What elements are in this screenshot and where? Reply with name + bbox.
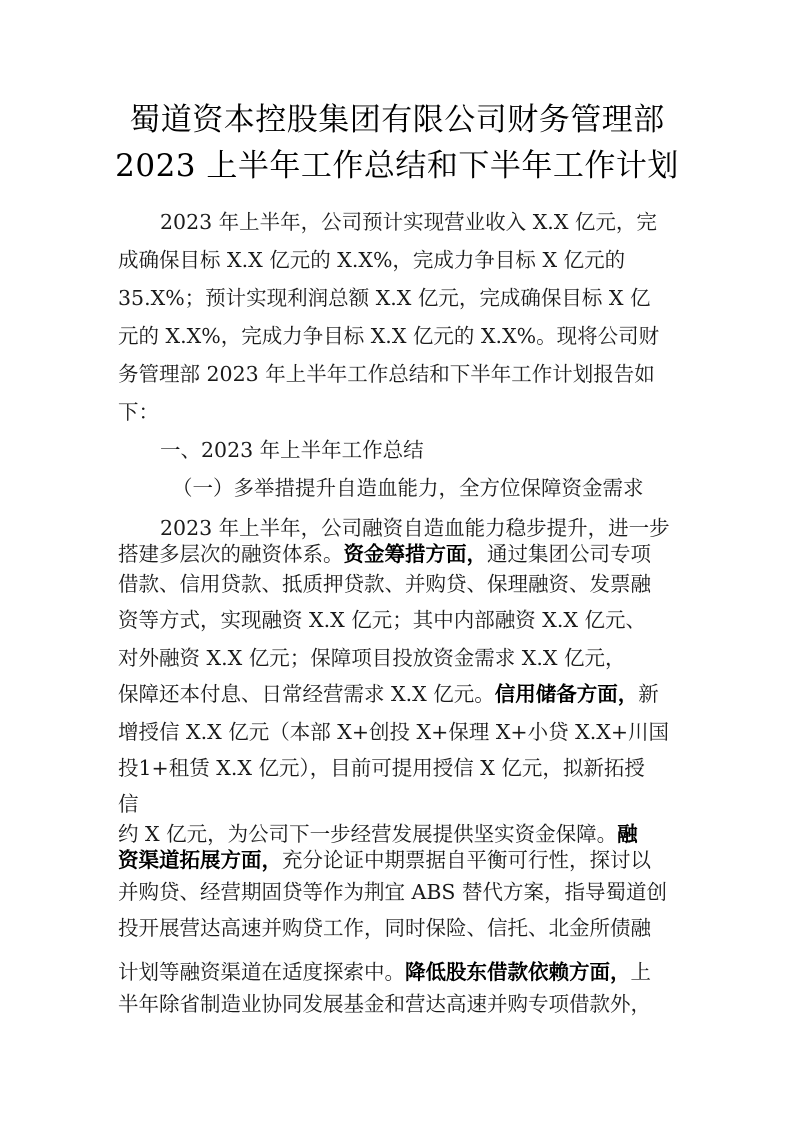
body-line-1: 2023 年上半年，公司融资自造血能力稳步提升，进一步 (160, 516, 670, 540)
body-line-7: 增授信 X.X 亿元（本部 X+创投 X+保理 X+小贷 X.X+川国 (118, 720, 669, 744)
body-line-6 (118, 680, 659, 708)
body-text: 计划等融资渠道在适度探索中。 (118, 960, 405, 984)
body-line-15: 半年除省制造业协同发展基金和营达高速并购专项借款外， (118, 992, 651, 1016)
body-text: 保障还本付息、日常经营需求 X.X 亿元。 (118, 682, 495, 706)
body-text: 上 (630, 960, 651, 984)
body-text: 新 (638, 682, 659, 706)
body-line-9: 信 (118, 792, 139, 816)
body-text: 充分论证中期票据自平衡可行性，探讨以 (282, 848, 651, 872)
body-line-2 (118, 540, 651, 568)
bold-heading-channel: 资渠道拓展方面， (118, 848, 282, 872)
section-heading: 一、2023 年上半年工作总结 (160, 438, 424, 462)
intro-line-3: 35.X%；预计实现利润总额 X.X 亿元，完成确保目标 X 亿 (118, 286, 651, 310)
body-line-8: 投1+租赁 X.X 亿元），目前可提用授信 X 亿元，拟新拓授 (118, 756, 645, 780)
intro-line-5: 务管理部 2023 年上半年工作总结和下半年工作计划报告如 (118, 362, 655, 386)
body-line-14 (118, 958, 651, 986)
body-line-11 (118, 846, 651, 874)
intro-line-1: 2023 年上半年，公司预计实现营业收入 X.X 亿元，完 (160, 210, 657, 234)
body-line-13: 投开展营达高速并购贷工作，同时保险、信托、北金所债融 (118, 916, 651, 940)
subsection-heading: （一）多举措提升自造血能力，全方位保障资金需求 (172, 476, 644, 500)
body-line-4: 资等方式，实现融资 X.X 亿元；其中内部融资 X.X 亿元、 (118, 608, 646, 632)
intro-line-6: 下： (118, 400, 159, 424)
body-line-10 (118, 820, 638, 848)
body-text: 搭建多层次的融资体系。 (118, 542, 344, 566)
body-line-12: 并购贷、经营期固贷等作为荆宜 ABS 替代方案，指导蜀道创 (118, 880, 667, 904)
body-line-5: 对外融资 X.X 亿元；保障项目投放资金需求 X.X 亿元， (118, 646, 626, 670)
document-title-line-2: 2023 上半年工作总结和下半年工作计划 (115, 148, 679, 184)
bold-heading-funding: 资金筹措方面， (343, 542, 487, 566)
body-line-3: 借款、信用贷款、抵质押贷款、并购贷、保理融资、发票融 (118, 572, 651, 596)
bold-heading-shareholder: 降低股东借款依赖方面， (405, 960, 631, 984)
intro-line-4: 元的 X.X%，完成力争目标 X.X 亿元的 X.X%。现将公司财 (118, 324, 660, 348)
bold-heading-channel-start: 融 (617, 822, 638, 846)
intro-line-2: 成确保目标 X.X 亿元的 X.X%，完成力争目标 X 亿元的 (118, 248, 626, 272)
bold-heading-credit: 信用储备方面， (494, 682, 639, 706)
body-text: 通过集团公司专项 (487, 542, 651, 566)
body-text: 约 X 亿元，为公司下一步经营发展提供坚实资金保障。 (118, 822, 618, 846)
document-title-line-1: 蜀道资本控股集团有限公司财务管理部 (129, 102, 665, 138)
